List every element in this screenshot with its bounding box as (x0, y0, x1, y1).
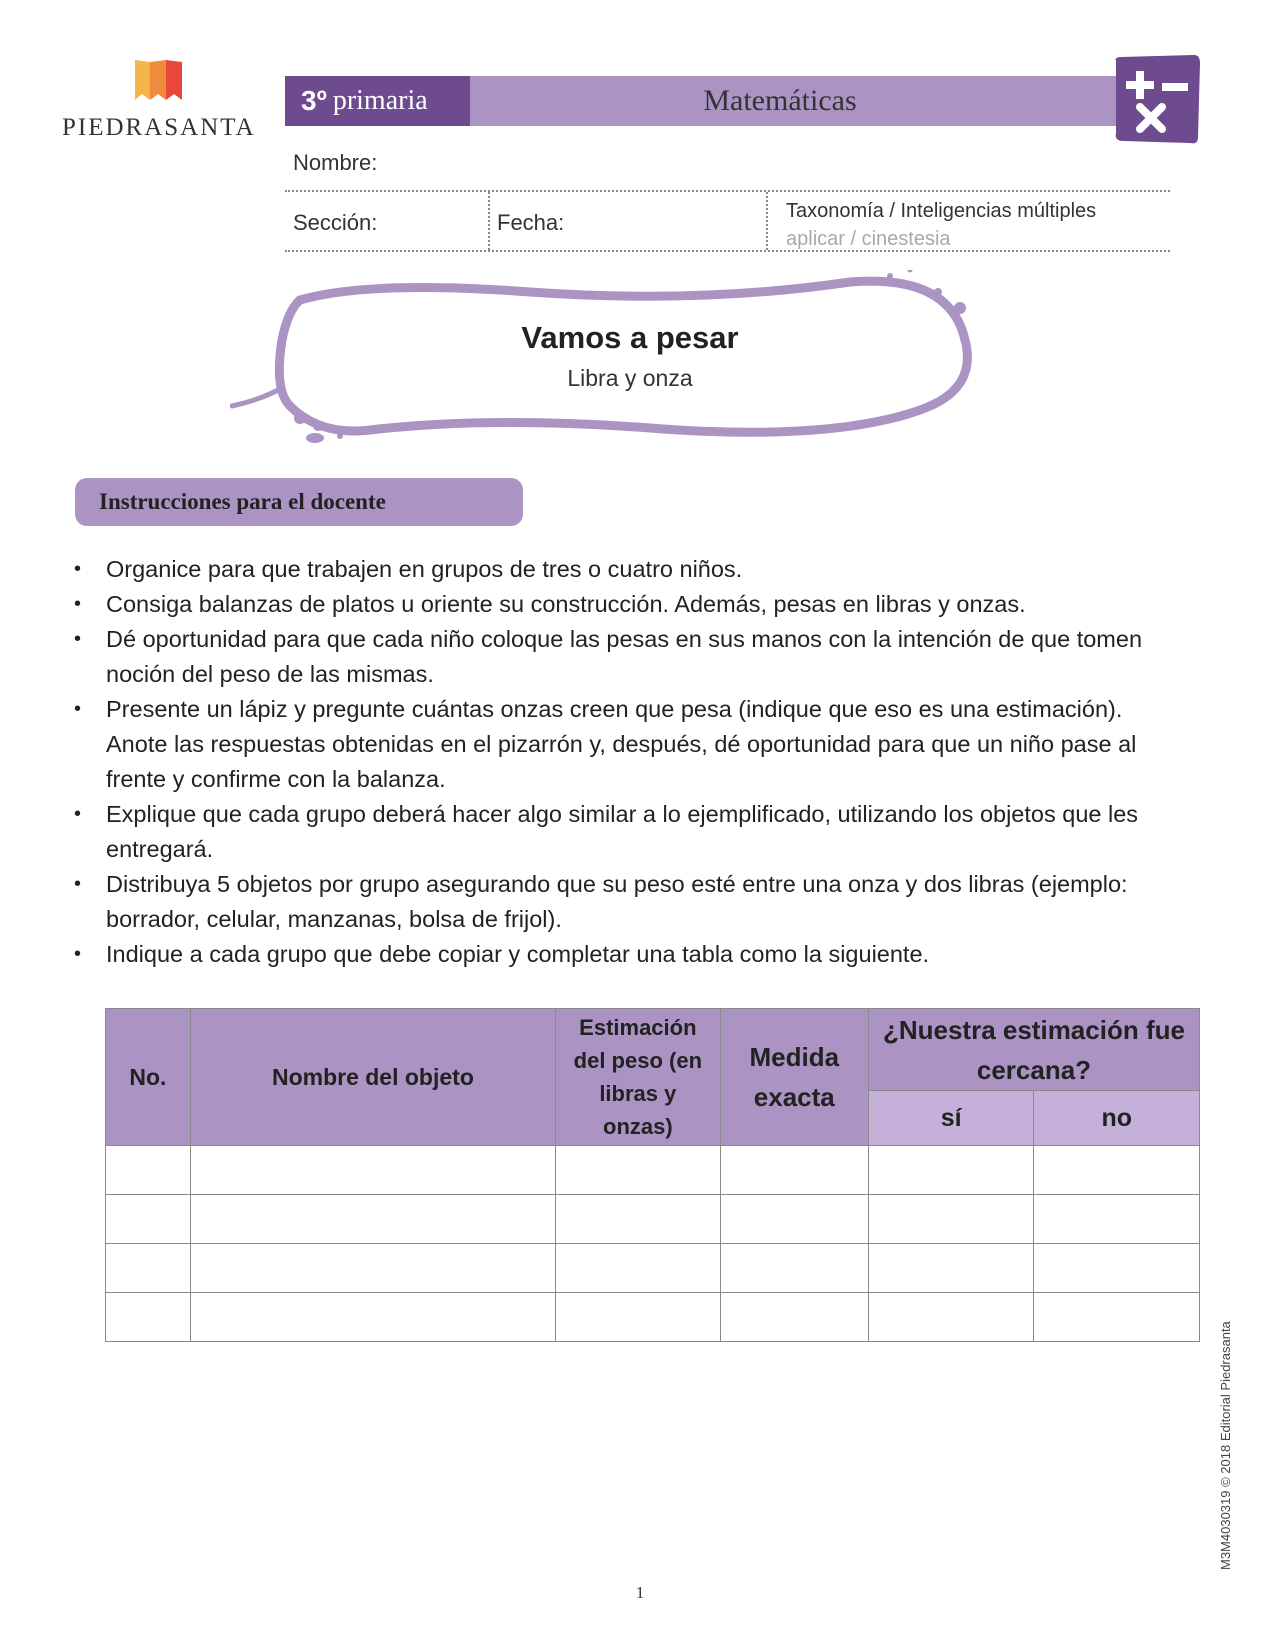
table-cell[interactable] (1034, 1146, 1200, 1195)
table-cell[interactable] (190, 1146, 555, 1195)
divider (766, 192, 768, 250)
divider (285, 190, 1170, 192)
taxonomy-label: Taxonomía / Inteligencias múltiples (786, 200, 1097, 222)
page-number: 1 (635, 1583, 645, 1602)
subject-title: Matemáticas (470, 76, 1130, 126)
table-cell[interactable] (556, 1293, 721, 1342)
taxonomy-value: aplicar / cinestesia (786, 228, 951, 250)
instructions-list (72, 552, 1182, 972)
name-label: Nombre: (293, 150, 378, 175)
estimation-table (105, 1008, 1200, 1342)
instructions-heading: Instrucciones para el docente (75, 478, 523, 526)
column-header-close-estimate: ¿Nuestra estimación fue cercana? (868, 1009, 1199, 1091)
table-cell[interactable] (190, 1244, 555, 1293)
table-row (106, 1293, 1200, 1342)
activity-title: Vamos a pesar (521, 320, 739, 355)
brand-name: PIEDRASANTA (62, 114, 256, 141)
activity-subtitle: Libra y onza (567, 365, 693, 391)
table-row (106, 1146, 1200, 1195)
table-cell[interactable] (868, 1293, 1034, 1342)
table-cell[interactable] (720, 1146, 868, 1195)
table-cell[interactable] (1034, 1293, 1200, 1342)
table-row (106, 1244, 1200, 1293)
list-item: • Presente un lápiz y pregunte cuántas onzas creen que pesa (indique que eso es una estimación). Anote las respuestas obtenidas en el pizarrón y, después, dé oportunidad para que un niño pase al frente y confirme con la balanza. (72, 692, 1182, 797)
column-header-no-answer: no (1034, 1091, 1200, 1146)
divider (488, 192, 490, 250)
list-item: • Dé oportunidad para que cada niño coloque las pesas en sus manos con la intención de que tomen noción del peso de las mismas. (72, 622, 1182, 692)
table-row (106, 1195, 1200, 1244)
date-label: Fecha: (497, 210, 565, 235)
table-cell[interactable] (720, 1195, 868, 1244)
grade-label (285, 76, 470, 126)
table-cell[interactable] (106, 1195, 191, 1244)
column-header-no: No. (106, 1009, 191, 1146)
table-cell[interactable] (106, 1293, 191, 1342)
table-cell[interactable] (556, 1244, 721, 1293)
table-cell[interactable] (190, 1293, 555, 1342)
table-cell[interactable] (556, 1146, 721, 1195)
list-item: • Consiga balanzas de platos u oriente su construcción. Además, pesas en libras y onzas. (72, 587, 1182, 622)
table-cell[interactable] (1034, 1244, 1200, 1293)
table-cell[interactable] (106, 1146, 191, 1195)
section-label: Sección: (293, 210, 378, 235)
table-cell[interactable] (868, 1146, 1034, 1195)
column-header-object-name: Nombre del objeto (190, 1009, 555, 1146)
table-cell[interactable] (1034, 1195, 1200, 1244)
list-item: • Organice para que trabajen en grupos de tres o cuatro niños. (72, 552, 1182, 587)
table-cell[interactable] (868, 1244, 1034, 1293)
table-cell[interactable] (556, 1195, 721, 1244)
table-cell[interactable] (720, 1244, 868, 1293)
table-cell[interactable] (106, 1244, 191, 1293)
grade-number: 3º (301, 85, 327, 116)
list-item: • Indique a cada grupo que debe copiar y completar una tabla como la siguiente. (72, 937, 1182, 972)
table-cell[interactable] (720, 1293, 868, 1342)
table-cell[interactable] (868, 1195, 1034, 1244)
table-cell[interactable] (190, 1195, 555, 1244)
title-bubble-shape (230, 270, 990, 455)
copyright-credit: M3M4030319 © 2018 Editorial Piedrasanta (1218, 1321, 1233, 1570)
column-header-estimate: Estimación del peso (en libras y onzas) (556, 1009, 721, 1146)
grade-word: primaria (332, 85, 428, 116)
list-item: • Explique que cada grupo deberá hacer algo similar a lo ejemplificado, utilizando los objetos que les entregará. (72, 797, 1182, 867)
column-header-yes: sí (868, 1091, 1034, 1146)
column-header-exact: Medida exacta (720, 1009, 868, 1146)
divider (285, 250, 1170, 252)
math-operations-icon (1110, 55, 1202, 147)
list-item: • Distribuya 5 objetos por grupo asegurando que su peso esté entre una onza y dos libras (ejemplo: borrador, celular, manzanas, bolsa de frijol). (72, 867, 1182, 937)
